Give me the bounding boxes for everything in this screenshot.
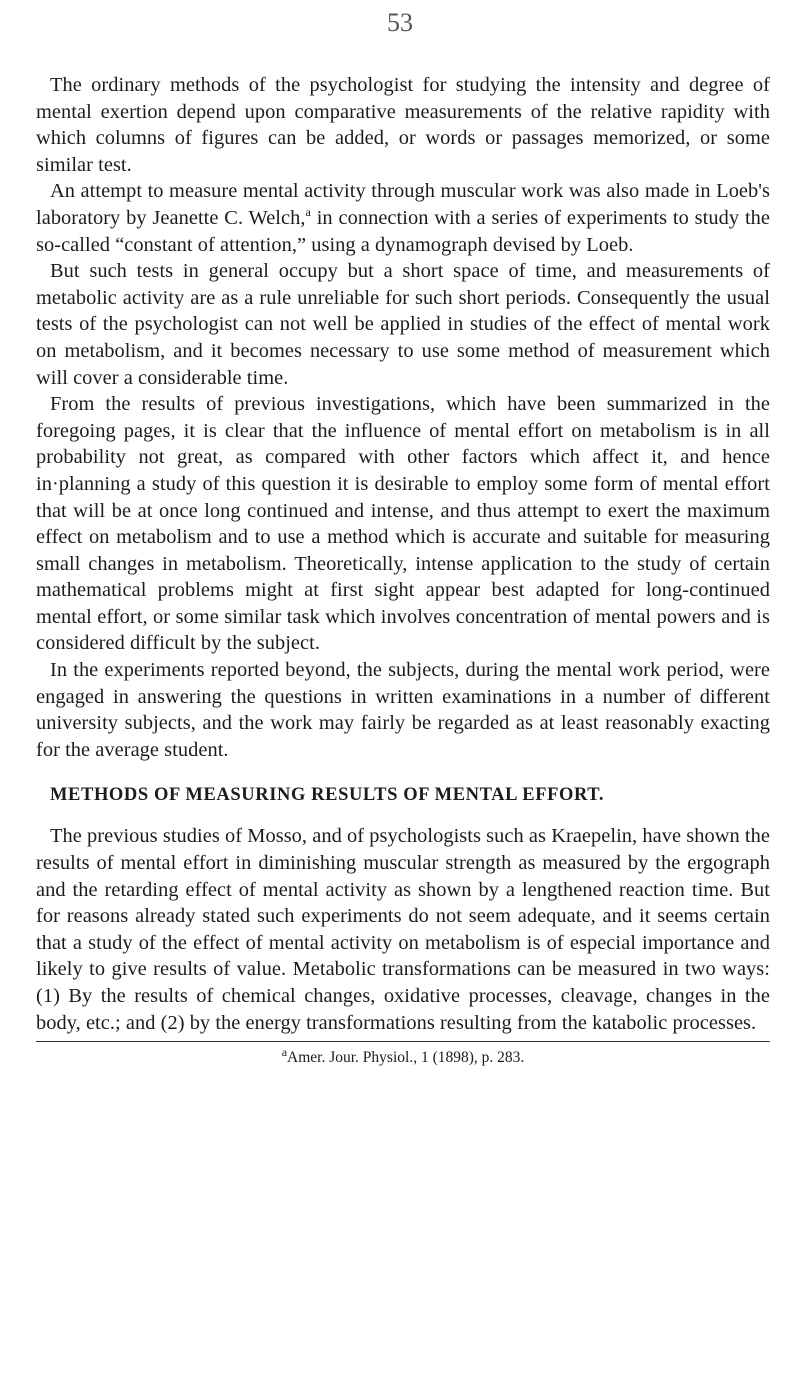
section-heading: METHODS OF MEASURING RESULTS OF MENTAL EFFORT. (50, 785, 605, 806)
footnote-marker: a (305, 205, 311, 220)
page-number: 53 (387, 8, 413, 37)
paragraph: In the experiments reported beyond, the subjects, during the mental work period, were engaged in answering the questions in written examinations in a number of different university subjects, and the work may fairly be regarded as at least reasonably exacting for the average student. (36, 659, 770, 761)
paragraph: The ordinary methods of the psychologist for studying the intensity and degree of mental exertion depend upon comparative measurements of the relative rapidity with which columns of figures can be added, or words or passages memorized, or some similar test. (36, 74, 770, 176)
paragraph-text: An attempt to measure mental activity through muscular work was also made in Loeb's laboratory by Jeanette C. Welch, (36, 180, 770, 229)
footnote (36, 1045, 770, 1068)
footnote-divider (36, 1041, 770, 1042)
page-body (36, 72, 770, 1068)
paragraph: The previous studies of Mosso, and of psychologists such as Kraepelin, have shown the results of mental effort in diminishing muscular strength as measured by the ergograph and the retarding effect of mental activity as shown by a lengthened reaction time. But for reasons already stated such experiments do not seem adequate, and it seems certain that a study of the effect of mental activity on metabolism is of especial importance and likely to give results of value. Metabolic transformations can be measured in two ways: (1) By the results of chemical changes, oxidative processes, cleavage, changes in the body, etc.; and (2) by the energy transformations resulting from the katabolic processes. (36, 825, 770, 1034)
paragraph (36, 178, 770, 258)
paragraph: From the results of previous investigations, which have been summarized in the foregoing pages, it is clear that the influence of mental effort on metabolism is in all probability not great, as compared with other factors which affect it, and hence in·planning a study of this question it is desirable to employ some form of mental effort that will be at once long continued and intense, and thus attempt to exert the maximum effect on metabolism and to use a method which is accurate and suitable for measuring small changes in metabolism. Theoretically, intense application to the study of certain mathematical problems might at first sight appear best adapted for long-continued mental effort, or some similar task which involves concentration of mental powers and is considered difficult by the subject. (36, 393, 770, 655)
footnote-marker: a (281, 1045, 288, 1060)
footnote-text: Amer. Jour. Physiol., 1 (1898), p. 283. (287, 1049, 525, 1067)
paragraph-text: in connection with a series of experiments to study the so-called “constant of attention,” using a dynamograph devised by Loeb. (36, 206, 770, 256)
paragraph: But such tests in general occupy but a short space of time, and measurements of metabolic activity are as a rule unreliable for such short periods. Consequently the usual tests of the psychologist can not well be applied in studies of the effect of mental work on metabolism, and it becomes necessary to use some method of measurement which will cover a considerable time. (36, 260, 770, 389)
